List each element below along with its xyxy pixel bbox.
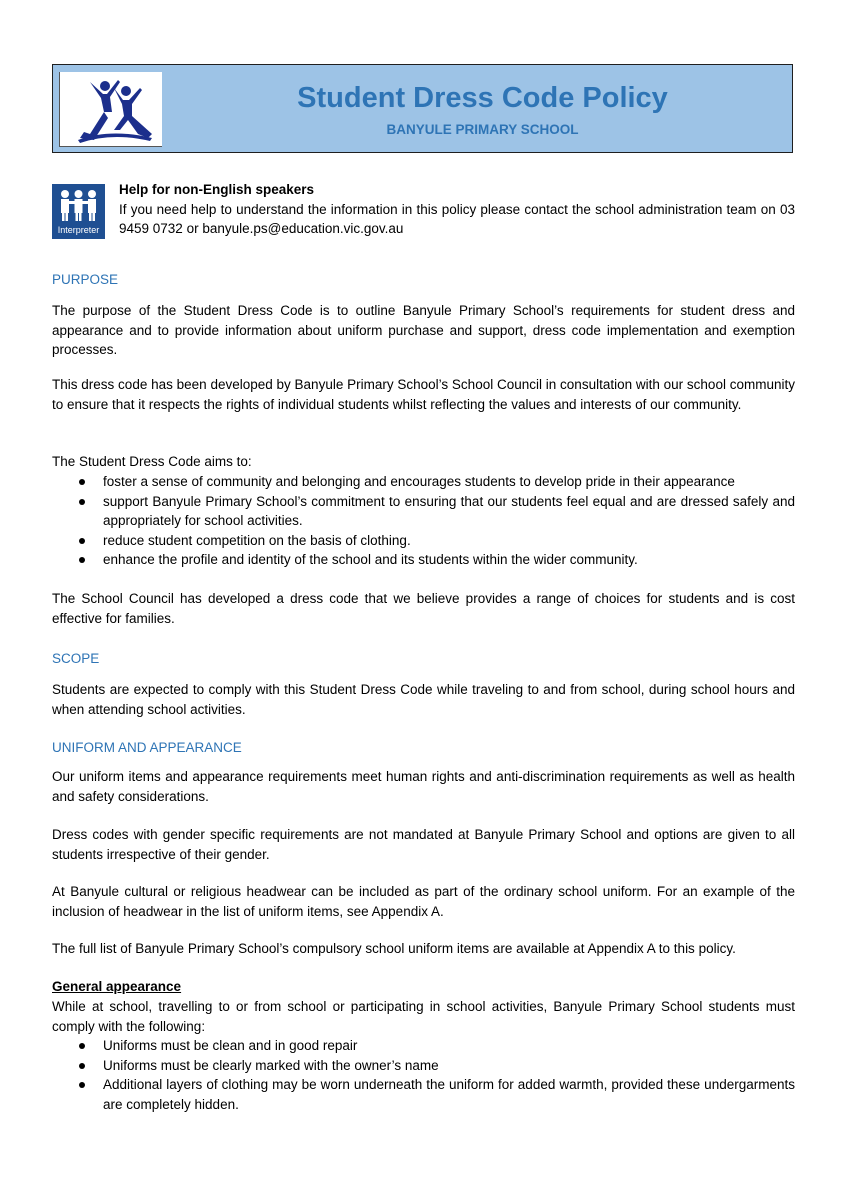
interpreter-help-title: Help for non-English speakers bbox=[119, 182, 315, 197]
bullet-icon bbox=[79, 1043, 85, 1049]
list-item: Additional layers of clothing may be worn underneath the uniform for added warmth, provided these undergarments are completely hidden. bbox=[52, 1075, 795, 1114]
uniform-paragraph-4: The full list of Banyule Primary School’s compulsory school uniform items are available at Appendix A to this policy. bbox=[52, 941, 736, 956]
bullet-icon bbox=[79, 557, 85, 563]
purpose-paragraph-2: This dress code has been developed by Banyule Primary School’s School Council in consultation with our school community to ensure that it respects the rights of individual students whilst reflecting the values and interests of our community. bbox=[52, 377, 795, 412]
list-item: support Banyule Primary School’s commitment to ensuring that our students feel equal and are dressed safely and appropriately for school activities. bbox=[52, 492, 795, 531]
aims-list bbox=[52, 472, 795, 570]
uniform-paragraph-3: At Banyule cultural or religious headwear can be included as part of the ordinary school uniform. For an example of the inclusion of headwear in the list of uniform items, see Appendix A. bbox=[52, 884, 795, 919]
bullet-icon bbox=[79, 538, 85, 544]
interpreter-people-icon bbox=[52, 184, 105, 226]
aims-intro: The Student Dress Code aims to: bbox=[52, 454, 252, 469]
scope-paragraph: Students are expected to comply with this Student Dress Code while traveling to and from school, during school hours and when attending school activities. bbox=[52, 682, 795, 717]
school-logo bbox=[59, 72, 162, 147]
uniform-heading: UNIFORM AND APPEARANCE bbox=[52, 740, 242, 755]
list-item: Uniforms must be clearly marked with the owner’s name bbox=[52, 1056, 795, 1076]
list-item: foster a sense of community and belonging and encourages students to develop pride in their appearance bbox=[52, 472, 795, 492]
school-name: BANYULE PRIMARY SCHOOL bbox=[386, 122, 579, 137]
list-item: Uniforms must be clean and in good repair bbox=[52, 1036, 795, 1056]
general-appearance-list bbox=[52, 1036, 795, 1114]
list-item: reduce student competition on the basis of clothing. bbox=[52, 531, 795, 551]
page-title: Student Dress Code Policy bbox=[297, 82, 668, 114]
uniform-paragraph-2: Dress codes with gender specific requirements are not mandated at Banyule Primary School and options are given to all students irrespective of their gender. bbox=[52, 827, 795, 862]
purpose-paragraph-1: The purpose of the Student Dress Code is to outline Banyule Primary School’s requirements for student dress and appearance and to provide information about uniform purchase and support, dress code implementation and exemption processes. bbox=[52, 303, 795, 357]
bullet-icon bbox=[79, 479, 85, 485]
interpreter-icon bbox=[52, 184, 105, 239]
bullet-icon bbox=[79, 1082, 85, 1088]
interpreter-help-text: If you need help to understand the information in this policy please contact the school administration team on 03 9459 0732 or banyule.ps@education.vic.gov.au bbox=[119, 201, 795, 236]
school-logo-icon bbox=[60, 72, 163, 147]
bullet-icon bbox=[79, 499, 85, 505]
interpreter-label: Interpreter bbox=[57, 225, 100, 235]
header-banner bbox=[52, 64, 793, 153]
uniform-paragraph-1: Our uniform items and appearance requirements meet human rights and anti-discrimination requirements as well as health and safety considerations. bbox=[52, 769, 795, 804]
list-item: enhance the profile and identity of the school and its students within the wider community. bbox=[52, 550, 795, 570]
general-appearance-heading: General appearance bbox=[52, 979, 182, 994]
scope-heading: SCOPE bbox=[52, 651, 100, 666]
purpose-heading: PURPOSE bbox=[52, 272, 119, 287]
bullet-icon bbox=[79, 1063, 85, 1069]
interpreter-help bbox=[119, 180, 795, 239]
purpose-paragraph-3: The School Council has developed a dress code that we believe provides a range of choices for students and is cost effective for families. bbox=[52, 591, 795, 626]
general-appearance-intro: While at school, travelling to or from school or participating in school activities, Banyule Primary School students must comply with the following: bbox=[52, 999, 795, 1034]
